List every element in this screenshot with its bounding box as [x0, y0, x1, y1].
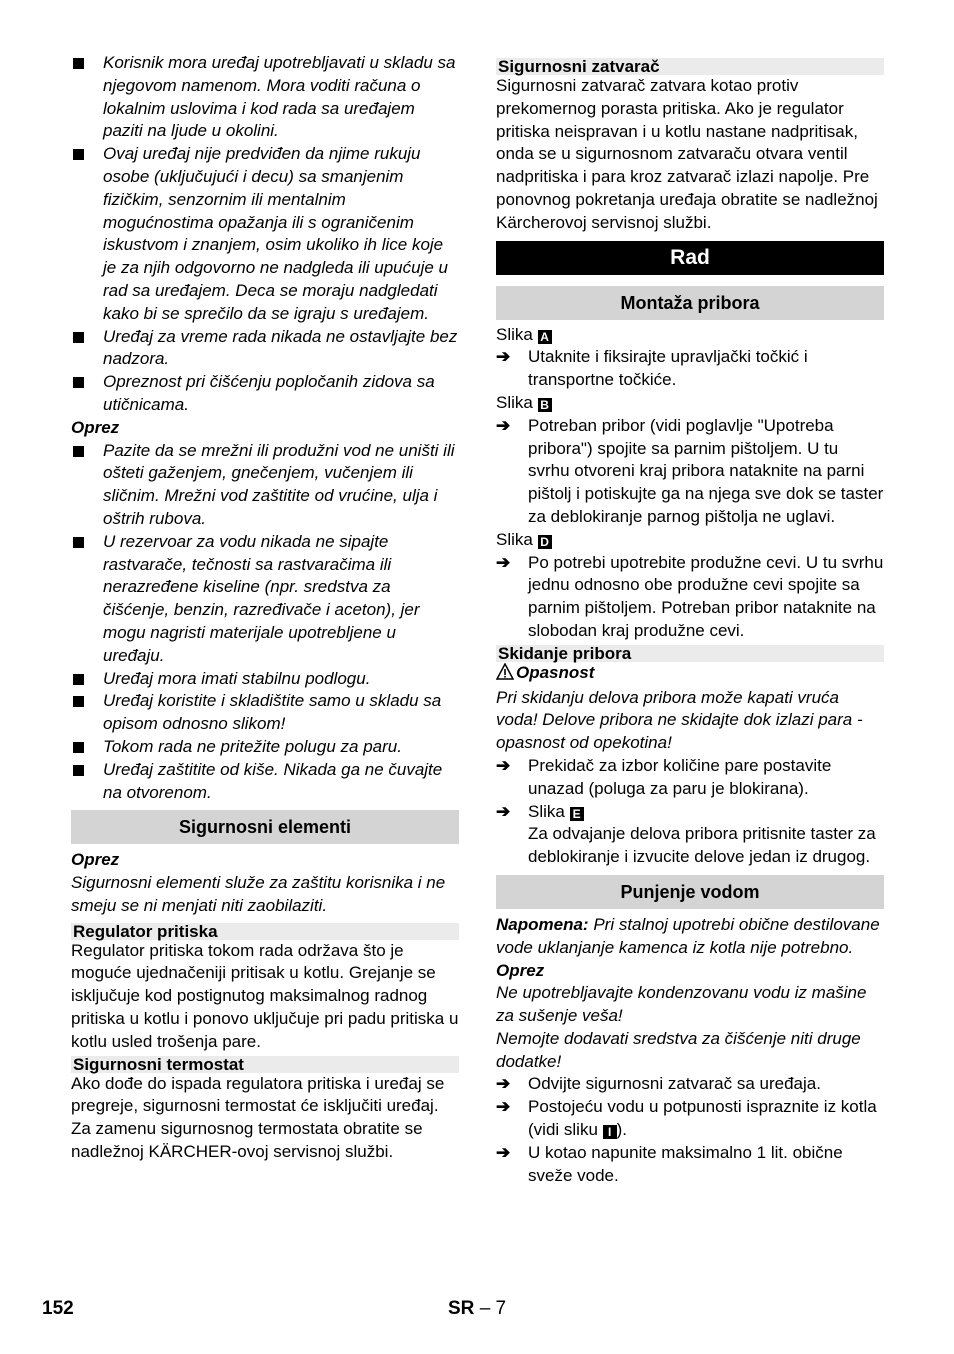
bullet-square-icon — [73, 332, 84, 343]
figure-reference: Slika B — [496, 392, 884, 415]
list-item: ➔ Odvijte sigurnosni zatvarač sa uređaja. — [496, 1073, 884, 1096]
list-item: ➔ Postojeću vodu u potpunosti ispraznite iz kotla (vidi sliku I ). — [496, 1097, 877, 1140]
section-heading-accessory-mounting: Montaža pribora — [496, 286, 884, 320]
note-paragraph: Napomena: Pri stalnoj upotrebi obične destilovane vode uklanjanje kamenca iz kotla nije potrebno. — [496, 914, 880, 957]
bullet-square-icon — [73, 537, 84, 548]
danger-text: Pri skidanju delova pribora može kapati vruća voda! Delove pribora ne skidajte dok izlazi para - opasnost od opekotina! — [496, 687, 863, 753]
bullet-square-icon — [73, 149, 84, 160]
list-item: Uređaj mora imati stabilnu podlogu. — [71, 668, 459, 691]
paragraph: Regulator pritiska tokom rada održava što je moguće ujednačeniji pritisak u kotlu. Grejanje se isključuje kod postignutog maksimalnog radnog pritiska u kotlu i ponovo uključuje pri padu pritiska u kotlu usled trošenja pare. — [71, 940, 459, 1051]
figure-label-icon: A — [538, 330, 552, 344]
list-item: ➔ Utaknite i fiksirajte upravljački točkić i transportne točkiće. — [496, 347, 808, 390]
section-heading-water-filling: Punjenje vodom — [496, 875, 884, 909]
bullet-square-icon — [73, 446, 84, 457]
list-item: ➔ Prekidač za izbor količine pare postavite unazad (poluga za paru je blokirana). — [496, 755, 832, 798]
subheading-safety-thermostat: Sigurnosni termostat — [71, 1056, 459, 1073]
section-number: – 7 — [479, 1298, 507, 1319]
caution-text: Sigurnosni elementi služe za zaštitu korisnika i ne smeju se ni menjati niti zaobilaziti. — [71, 873, 446, 915]
bullet-square-icon — [73, 377, 84, 388]
list-item: ➔ Po potrebi upotrebite produžne cevi. U tu svrhu jednu odnosno obe produžne cevi spojite sa parnim pištoljem. Potreban pribor nataknite na slobodan kraj produžne cevi. — [496, 552, 884, 640]
subheading-accessory-removal: Skidanje pribora — [496, 645, 884, 662]
arrow-right-icon: ➔ — [496, 1142, 511, 1162]
note-label: Napomena: — [496, 914, 589, 934]
list-item: Tokom rada ne pritežite polugu za paru. — [71, 736, 459, 759]
language-code: SR — [448, 1298, 475, 1319]
subheading-safety-valve: Sigurnosni zatvarač — [496, 58, 884, 75]
footer-section — [448, 1298, 506, 1321]
right-column — [496, 52, 884, 1187]
arrow-right-icon: ➔ — [496, 755, 511, 775]
list-item: Ovaj uređaj nije predviđen da njime rukuju osobe (uključujući i decu) sa smanjenim fizičkim, senzornim ili mentalnim mogućnostima opažanja ili s ograničenim iskustvom i znanjem, osim ukoliko ih lice koje je za njih odgovorno ne nadgleda ili upućuje u rad sa uređajem. Deca se moraju nadgledati kako bi se sprečilo da se igraju s uređajem. — [71, 143, 459, 325]
list-item: ➔ Slika E — [496, 801, 884, 824]
caution-label: Oprez — [71, 850, 120, 870]
section-heading-safety-elements: Sigurnosni elementi — [71, 810, 459, 844]
warning-triangle-icon — [496, 663, 516, 687]
page-number: 152 — [42, 1298, 74, 1319]
chapter-heading-operation: Rad — [496, 241, 884, 275]
figure-reference: Slika D — [496, 529, 884, 552]
figure-label-icon: E — [570, 807, 584, 821]
caution-label: Oprez — [496, 960, 545, 980]
list-item: Uređaj zaštitite od kiše. Nikada ga ne čuvajte na otvorenom. — [71, 759, 459, 805]
list-item: Pazite da se mrežni ili produžni vod ne uništi ili ošteti gaženjem, gnečenjem, vučenjem ili sličnim. Mrežni vod zaštitite od vrućine, ulja i oštrih rubova. — [71, 440, 459, 531]
figure-label-icon: D — [538, 535, 552, 549]
list-item: Korisnik mora uređaj upotrebljavati u skladu sa njegovom namenom. Mora voditi računa o lokalnim uslovima i kod rada sa uređajem paziti na ljude u okolini. — [71, 52, 459, 143]
bullet-square-icon — [73, 742, 84, 753]
list-item: ➔ Potreban pribor (vidi poglavlje "Upotreba pribora") spojite sa parnim pištoljem. U tu svrhu otvoreni kraj pribora nataknite na parni pištolj i potiskujte ga na njega sve dok se taster za deblokiranje parnog pištolja ne uglavi. — [496, 415, 884, 526]
list-item: Uređaj koristite i skladištite samo u skladu sa opisom odnosno slikom! — [71, 690, 459, 736]
figure-reference: Slika A — [496, 324, 884, 347]
list-item: ➔ U kotao napunite maksimalno 1 lit. obične sveže vode. — [496, 1142, 843, 1185]
subheading-pressure-regulator: Regulator pritiska — [71, 923, 459, 940]
figure-label-icon: I — [603, 1125, 617, 1139]
figure-label-icon: B — [538, 398, 552, 412]
arrow-right-icon: ➔ — [496, 347, 511, 367]
arrow-right-icon: ➔ — [496, 415, 511, 435]
list-item: Opreznost pri čišćenju popločanih zidova sa utičnicama. — [71, 371, 459, 417]
list-item: U rezervoar za vodu nikada ne sipajte rastvarače, tečnosti sa rastvaračima ili nerazređene kiseline (npr. sredstva za čišćenje, benzin, razređivače i aceton), jer mogu nagristi materijale upotrebljene u uređaju. — [71, 531, 459, 668]
paragraph: Ako dođe do ispada regulatora pritiska i uređaj se pregreje, sigurnosni termostat će isključiti uređaj. Za zamenu sigurnosnog termostata obratite se nadležnoj KÄRCHER-ovoj servisnoj službi. — [71, 1073, 445, 1162]
caution-label: Oprez — [71, 417, 120, 437]
caution-text: Ne upotrebljavajte kondenzovanu vodu iz mašine za sušenje veša! — [496, 983, 867, 1026]
paragraph: Sigurnosni zatvarač zatvara kotao protiv prekomernog porasta pritiska. Ako je regulator pritiska neispravan i u kotlu nastane nadpritisak, onda se u sigurnosnom zatvaraču otvara ventil nadpritiska i para kroz zatvarač izlazi napolje. Pre ponovnog pokretanja uređaja obratite se nadležnoj Kärcherovoj servisnoj službi. — [496, 76, 878, 232]
left-column — [71, 52, 459, 1164]
bullet-square-icon — [73, 674, 84, 685]
arrow-right-icon: ➔ — [496, 552, 511, 572]
list-item: Uređaj za vreme rada nikada ne ostavljajte bez nadzora. — [71, 326, 459, 372]
arrow-right-icon: ➔ — [496, 1074, 511, 1094]
bullet-square-icon — [73, 696, 84, 707]
bullet-square-icon — [73, 765, 84, 776]
danger-label: Opasnost — [496, 662, 884, 687]
arrow-right-icon: ➔ — [496, 1097, 511, 1117]
caution-text: Nemojte dodavati sredstva za čišćenje niti druge dodatke! — [496, 1028, 861, 1071]
bullet-square-icon — [73, 58, 84, 69]
arrow-right-icon: ➔ — [496, 801, 511, 821]
paragraph: Za odvajanje delova pribora pritisnite taster za deblokiranje i izvucite delove jedan iz drugog. — [528, 824, 876, 867]
